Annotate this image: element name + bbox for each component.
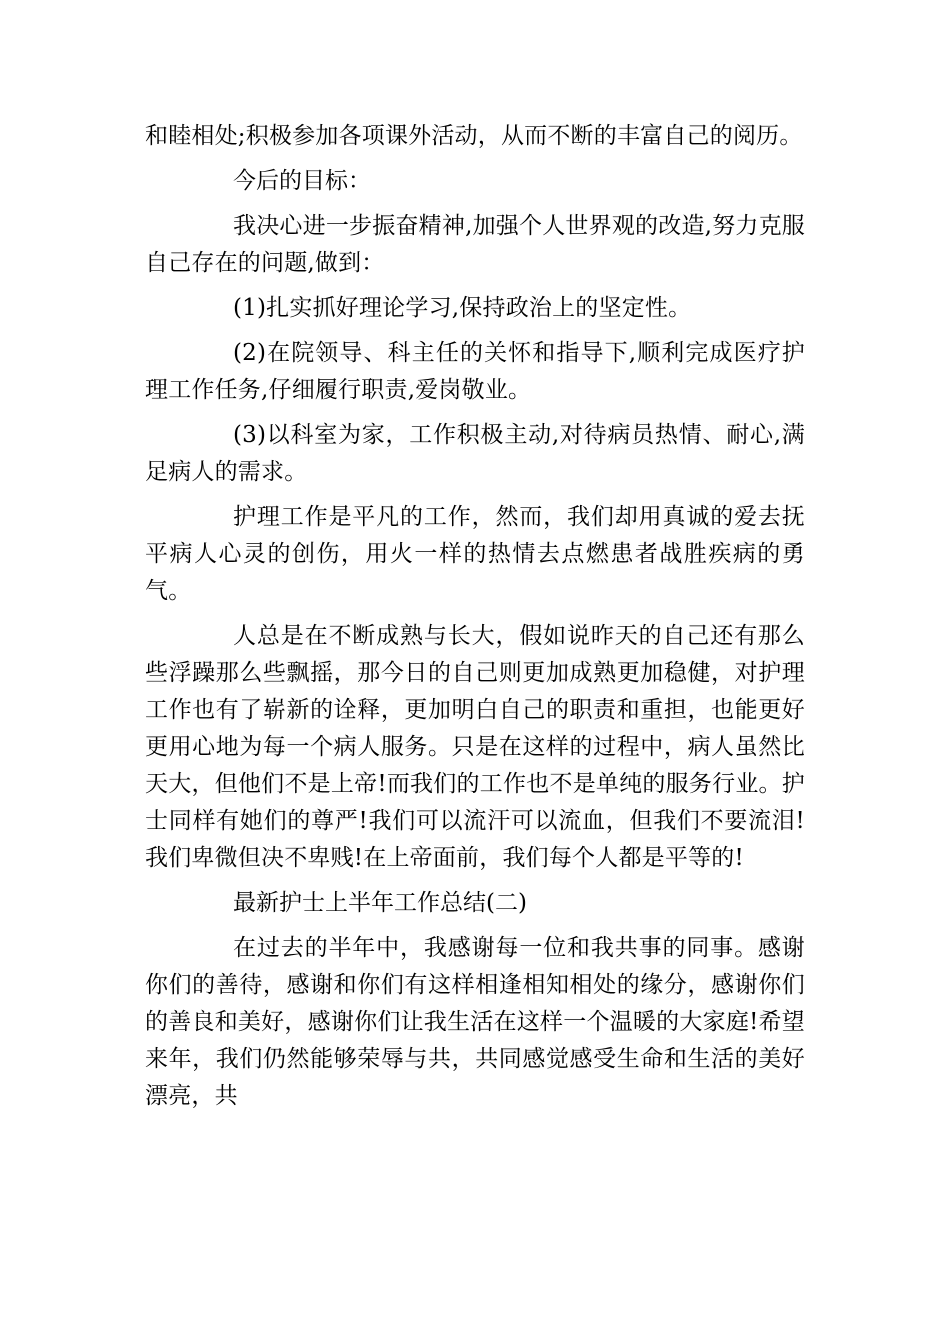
body-text (145, 118, 805, 1123)
paragraph-thanks: 在过去的半年中，我感谢每一位和我共事的同事。感谢你们的善待，感谢和你们有这样相逢相知相处的缘分，感谢你们的善良和美好，感谢你们让我生活在这样一个温暖的大家庭!希望来年，我们仍然能够荣辱与共，共同感觉感受生命和生活的美好漂亮，共 (145, 935, 805, 1109)
paragraph-continuation: 和睦相处;积极参加各项课外活动，从而不断的丰富自己的阅历。 (145, 123, 803, 149)
list-item-2: (2)在院领导、科主任的关怀和指导下,顺利完成医疗护理工作任务,仔细履行职责,爱岗敬业。 (145, 340, 805, 403)
paragraph-nursing-work: 护理工作是平凡的工作，然而，我们却用真诚的爱去抚平病人心灵的创伤，用火一样的热情去点燃患者战胜疾病的勇气。 (145, 504, 805, 604)
list-item-1: (1)扎实抓好理论学习,保持政治上的坚定性。 (233, 295, 692, 321)
section-label-goals: 今后的目标： (233, 168, 371, 194)
paragraph-resolution: 我决心进一步振奋精神,加强个人世界观的改造,努力克服自己存在的问题,做到： (145, 213, 805, 276)
list-item-3: (3)以科室为家，工作积极主动,对待病员热情、耐心,满足病人的需求。 (145, 422, 805, 485)
paragraph-growth: 人总是在不断成熟与长大，假如说昨天的自己还有那么些浮躁那么些飘摇，那今日的自己则更加成熟更加稳健，对护理工作也有了崭新的诠释，更加明白自己的职责和重担，也能更好更用心地为每一个病人服务。只是在这样的过程中，病人虽然比天大，但他们不是上帝!而我们的工作也不是单纯的服务行业。护士同样有她们的尊严!我们可以流汗可以流血，但我们不要流泪!我们卑微但决不卑贱!在上帝面前，我们每个人都是平等的! (145, 623, 805, 871)
section-title-summary-2: 最新护士上半年工作总结(二) (233, 890, 527, 916)
